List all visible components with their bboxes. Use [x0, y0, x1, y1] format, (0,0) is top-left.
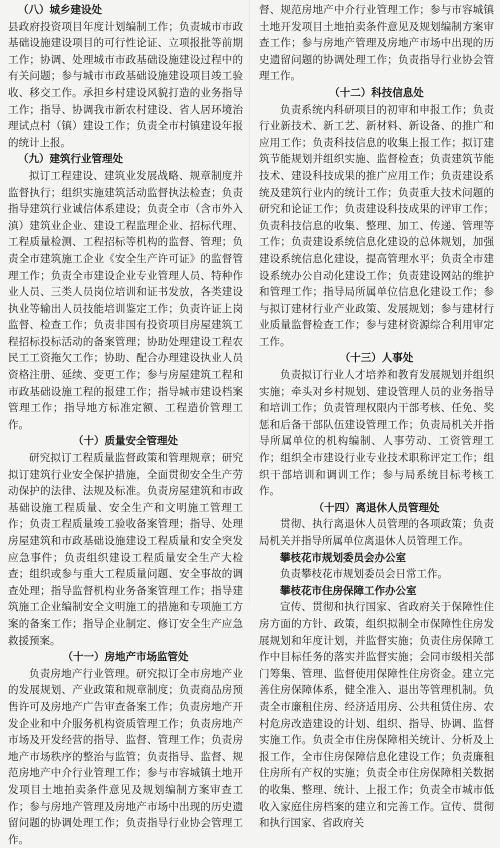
section-body: 负责房地产行业管理。研究拟订全市房地产业的发展规划、产业政策和规章制度；负责商品房预售许可及房地产广告审查备案工作；负责房地产开发企业和中介服务机构资质管理工作；负责房地产市场及开发经营的指导、监督、管理工作；负责房地产市场秩序的整治与监管；负责指导、监督、规范房地产中介行业管理工作；参与市容城镇土地开发项目土地拍卖条件意见及规划编制方案审查工作；参与房地产管理及房地产市场中出现的历史遗留问题的协调处理工作；负责指导行业协会管理工作。	[8, 667, 243, 846]
left-column	[8, 2, 251, 846]
section-body: 负责攀枝花市规划委员会日常工作。	[280, 568, 448, 581]
section-body: 负责系统内科研项目的初审和申报工作；负责行业新技术、新工艺、新材料、新设备、的推广和应用工作；负责科技信息的收集上报工作；拟订建筑节能规划并组织实施、监督检查；负责建筑节能技术、建设科技成果的推广应用工作；负责建设系统及建筑行业内的统计工作；负责重大技术问题的研究和论证工作；负责建设科技成果的评审工作；负责科技信息的收集、整理、加工、传递、管理等工作；负责建设系统信息化建设的总体规划，加强建设系统信息化建设，提高管理水平；负责全市建设系统办公自动化建设工作；负责建设网站的维护和管理工作；指导局所属单位信息化建设工作；参与拟订建材行业产业政策、发展规划；参与建材行业质量监督检查工作；参与建材资源综合利用审定工作。	[259, 103, 494, 348]
right-column	[251, 2, 494, 830]
section-body: 拟订工程建设、建筑业发展战略、规章制度并监督执行；组织实施建筑活动监督执法检查；负责指导建筑行业诚信体系建设；负责全市（含市外入滇）建筑业企业、建设工程监理企业、招标代理、工程质量检测、工程招标等机构的监督、管理；负责全市建筑施工企业《安全生产许可证》的监督管理工作；负责全市建设企业专业管理人员、特种作业人员、三类人员岗位培训和证书发放，各类建设执业等输出人员技能培训鉴定工作；负责许证上岗监督、检查工作；负责非国有投资项目房屋建筑工程招标投标活动的备案管理；协助处理建设工程农民工工资拖欠工作；协助、配合办理建设执业人员资格注册、延续、变更工作；参与房屋建筑工程和市政基础设施工程的报建工作；指导城市建设档案管理工作；指导地方标准定额、工程造价管理工作。	[8, 169, 243, 431]
section-heading: （十一）房地产市场监管处	[62, 651, 189, 664]
column-gutter	[249, 0, 250, 604]
section-body: 贯彻、执行离退休人员管理的各项政策；负责局机关并指导所属单位离退休人员管理工作。	[259, 518, 494, 547]
section-heading: （九）建筑行业管理处	[18, 153, 123, 166]
section-heading: （十二）科技信息处	[329, 86, 424, 99]
section-body: 督、规范房地产中介行业管理工作；参与市容城镇土地开发项目土地拍卖条件意见及规划编制方案审查工作；参与房地产管理及房地产市场中出现的历史遗留问题的协调处理工作；负责指导行业协会管理工作。	[259, 4, 494, 83]
section-body: 宣传、贯彻和执行国家、省政府关于保障性住房方面的方针、政策，组织拟制全市保障性住房发展规划和年度计划，并监督实施；负责住房保障工作中目标任务的落实并监督实施；会同市级相关部门筹集、管理、监督使用保障性住房资金。建立完善住房保障体系，健全准入、退出等管理机制。负责全市廉租住房、经济适用房、公共租赁住房、农村危房改造建设的计划、组织、指导、协调、监督实施工作。负责全市住房保障相关统计、分析及上报工作，全市住房保障信息化建设工作；负责廉租住房所有产权的实施；负责全市住房保障相关数据的收集、整理、统计、上报工作；负责全市城市低收入家庭住房档案的建立和完善工作。宣传、贯彻和执行国家、省政府关	[259, 601, 494, 830]
section-body: 负责拟订行业人才培养和教育发展规划并组织实施；牵头对乡村规划、建设管理人员的业务指导和培训工作；负责管理权限内干部考核、任免、奖惩和后备干部队伍建设管理工作；负责局机关并指导所属单位的机构编制、人事劳动、工资管理工作；组织全市建设行业专业技术职称评定工作；组织干部培训和调训工作；参与局系统目标考核工作。	[259, 369, 494, 498]
section-body: 县政府投资项目年度计划编制工作；负责城市市政基础设施建设项目的可行性论证、立项报批等前期工作；协调、处理城市市政基础设施建设过程中的有关问题；参与城市市政基础设施建设项目竣工验收、移交工作。承担乡村建设风貌打造的业务指导工作；指导、协调我市新农村建设、省人居环境治理试点村（镇）建设工作；负责全市村镇建设年报的统计上报。	[8, 20, 243, 149]
section-heading: （十）质量安全管理处	[73, 435, 178, 448]
subsection-heading: 攀枝花市住房保障工作办公室	[280, 584, 417, 597]
section-heading: （八）城乡建设处	[18, 4, 102, 16]
section-heading: （十三）人事处	[339, 352, 414, 365]
two-column-layout	[8, 2, 494, 846]
section-heading: （十四）离退休人员管理处	[313, 501, 440, 514]
subsection-heading: 攀枝花市规划委员会办公室	[280, 551, 406, 564]
section-body: 研究拟订工程质量监督政策和管理规章；研究拟订建筑行业安全保护措施，全面贯彻安全生产劳动保护的法律、法规及标准。负责房屋建筑和市政基础设施工程质量、安全生产和文明施工管理工作；负责工程质量竣工验收备案管理；指导、处理房屋建筑和市政基础设施建设工程质量和安全突发应急事件；负责组织建设工程质量安全生产大检查；组织或参与重大工程质量问题、安全事故的调查处理；指导监督机构业务备案管理工作；指导建筑施工企业编制安全文明施工的措施和专项施工方案的备案工作；指导企业制定、修订安全生产应急救援预案。	[8, 452, 243, 647]
